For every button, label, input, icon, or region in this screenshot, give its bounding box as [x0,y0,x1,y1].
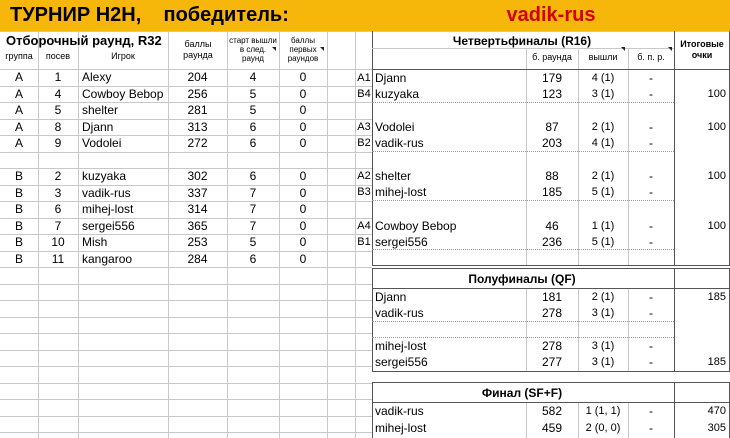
advanced-cell: 2 (0, 0) [585,422,621,434]
player-name: Vodolei [375,120,415,134]
start-cell: 4 [249,70,257,84]
first-rounds-cell: 0 [299,169,307,183]
round-score-cell: 278 [541,339,563,353]
first-rounds-cell: 0 [299,252,307,266]
bracket-slot: B1 [357,236,371,248]
grid-line [0,383,372,384]
bp-cell: - [649,219,653,233]
round-score-cell: 302 [187,169,208,183]
separator-line [372,249,674,251]
group-cell: B [14,202,23,216]
first-rounds-cell: 0 [299,70,307,84]
advanced-cell: 4 (1) [591,137,615,149]
group-cell: B [14,235,23,249]
advanced-cell: 4 (1) [591,72,615,84]
round-score-cell: 284 [187,252,208,266]
col-advanced-header: вышли [588,52,618,62]
first-rounds-cell: 0 [299,136,307,150]
col-player-header: Игрок [111,51,135,61]
bracket-slot: A4 [357,220,371,232]
player-name: mihej-lost [375,421,427,435]
round-score-cell: 203 [541,136,563,150]
round-score-cell: 236 [541,235,563,249]
final-points-cell: 185 [707,356,726,368]
qualifying-title: Отборочный раунд, R32 [6,33,162,48]
seed-cell: 8 [54,120,62,134]
first-rounds-cell: 0 [299,219,307,233]
bp-cell: - [649,169,653,183]
final-points-cell: 185 [707,291,726,303]
seed-cell: 10 [51,235,65,249]
first-rounds-cell: 0 [299,103,307,117]
advanced-cell: 1 (1, 1) [585,405,621,417]
round-score-cell: 204 [187,70,208,84]
bp-cell: - [649,185,653,199]
advanced-cell: 5 (1) [591,236,615,248]
filter-marker-icon [621,47,625,51]
group-cell: A [14,70,23,84]
grid-line [0,333,372,334]
col-group-header: группа [5,51,33,61]
round-score-cell: 337 [187,186,208,200]
round-score-cell: 314 [187,202,208,216]
col-round-score-header: б. раунда [532,52,572,62]
player-name: mihej-lost [375,339,427,353]
player-name: Alexy [82,70,112,84]
bracket-slot: A1 [357,72,371,84]
start-cell: 7 [249,186,257,200]
player-name: Mish [82,235,108,249]
advanced-cell: 5 (1) [591,186,615,198]
group-cell: A [14,136,23,150]
col-final-points-header: Итоговые очки [680,39,724,60]
bp-cell: - [649,339,653,353]
grid-line [0,152,372,153]
round-score-cell: 181 [541,290,563,304]
quarterfinals-title: Четвертьфиналы (R16) [452,34,592,48]
round-score-cell: 46 [545,219,559,233]
seed-cell: 1 [54,70,62,84]
separator-line [372,321,674,323]
final-points-cell: 100 [707,121,726,133]
player-name: shelter [375,169,412,183]
advanced-cell: 2 (1) [591,170,615,182]
start-cell: 7 [249,219,257,233]
round-score-cell: 185 [541,185,563,199]
player-name: shelter [82,103,119,117]
group-cell: B [14,186,23,200]
player-name: Cowboy Bebop [82,87,164,101]
grid-line [0,267,372,268]
bp-cell: - [649,235,653,249]
filter-marker-icon [272,47,276,51]
separator-line [372,102,674,104]
round-score-cell: 179 [541,71,563,85]
bp-cell: - [649,87,653,101]
first-rounds-cell: 0 [299,87,307,101]
bracket-slot: A2 [357,170,371,182]
start-cell: 6 [249,252,257,266]
bp-cell: - [649,136,653,150]
advanced-cell: 3 (1) [591,307,615,319]
start-cell: 5 [249,87,257,101]
bp-cell: - [649,71,653,85]
round-score-cell: 253 [187,235,208,249]
player-name: Djann [82,120,114,134]
col-seed-header: посев [45,51,71,61]
grid-line [0,432,372,433]
start-cell: 5 [249,103,257,117]
seed-cell: 2 [54,169,62,183]
round-score-cell: 313 [187,120,208,134]
group-cell: A [14,120,23,134]
player-name: kuzyaka [375,87,420,101]
round-score-cell: 256 [187,87,208,101]
grid-line [372,382,730,383]
final-points-cell: 100 [707,170,726,182]
round-score-cell: 281 [187,103,208,117]
group-cell: B [14,219,23,233]
player-name: vadik-rus [82,186,131,200]
group-cell: B [14,252,23,266]
bracket-slot: A3 [357,121,371,133]
player-name: sergei556 [375,235,428,249]
round-score-cell: 87 [545,120,559,134]
first-rounds-cell: 0 [299,186,307,200]
grid-line [0,399,372,400]
bracket-slot: B2 [357,137,371,149]
start-cell: 7 [249,202,257,216]
round-score-cell: 365 [187,219,208,233]
bracket-slot: B4 [357,88,371,100]
player-name: Djann [375,71,407,85]
first-rounds-cell: 0 [299,120,307,134]
player-name: vadik-rus [375,306,424,320]
final-points-cell: 100 [707,220,726,232]
seed-cell: 3 [54,186,62,200]
round-score-cell: 272 [187,136,208,150]
grid-line [0,350,372,351]
player-name: kuzyaka [82,169,127,183]
final-title: Финал (SF+F) [481,386,563,400]
grid-line [372,371,730,372]
bp-cell: - [649,120,653,134]
group-cell: B [14,169,23,183]
start-cell: 6 [249,120,257,134]
grid-line [0,300,372,301]
group-cell: A [14,87,23,101]
start-cell: 6 [249,169,257,183]
grid-line [0,416,372,417]
advanced-cell: 3 (1) [591,356,615,368]
advanced-cell: 2 (1) [591,121,615,133]
start-cell: 6 [249,136,257,150]
round-score-cell: 88 [545,169,559,183]
advanced-cell: 3 (1) [591,340,615,352]
semifinals-title: Полуфиналы (QF) [468,272,576,286]
player-name: sergei556 [375,355,428,369]
first-rounds-cell: 0 [299,235,307,249]
player-name: kangaroo [82,252,133,266]
advanced-cell: 3 (1) [591,88,615,100]
bracket-slot: B3 [357,186,371,198]
player-name: mihej-lost [82,202,134,216]
player-name: mihej-lost [375,185,427,199]
filter-marker-icon [668,47,672,51]
seed-cell: 6 [54,202,62,216]
group-cell: A [14,103,23,117]
winner-name: vadik-rus [506,4,596,26]
player-name: sergei556 [82,219,135,233]
bp-cell: - [649,306,653,320]
separator-line [372,337,674,339]
col-start-header: старт вышли в след. раунд [229,36,277,63]
seed-cell: 7 [54,219,62,233]
round-score-cell: 278 [541,306,563,320]
round-score-cell: 123 [541,87,563,101]
player-name: Vodolei [82,136,122,150]
grid-line [0,317,372,318]
round-score-cell: 459 [541,421,563,435]
first-rounds-cell: 0 [299,202,307,216]
separator-line [372,200,674,202]
player-name: vadik-rus [375,404,424,418]
grid-line [372,268,730,269]
tournament-title: ТУРНИР H2H, победитель: [10,4,289,26]
player-name: Cowboy Bebop [375,219,457,233]
bp-cell: - [649,355,653,369]
player-name: Djann [375,290,407,304]
final-points-cell: 305 [707,422,726,434]
seed-cell: 4 [54,87,62,101]
grid-line [372,265,730,266]
filter-marker-icon [320,47,324,51]
seed-cell: 9 [54,136,62,150]
player-name: vadik-rus [375,136,424,150]
col-bp-header: б. п. р. [637,52,665,62]
advanced-cell: 1 (1) [591,220,615,232]
bp-cell: - [649,404,653,418]
col-score-header: баллы раунда [183,39,213,60]
advanced-cell: 2 (1) [591,291,615,303]
start-cell: 5 [249,235,257,249]
seed-cell: 11 [51,252,65,266]
round-score-cell: 582 [541,404,563,418]
seed-cell: 5 [54,103,62,117]
grid-line [0,366,372,367]
col-first-header: баллы первых раундов [287,36,319,63]
final-points-cell: 470 [707,405,726,417]
grid-line [0,284,372,285]
bp-cell: - [649,421,653,435]
separator-line [372,151,674,153]
bp-cell: - [649,290,653,304]
final-points-cell: 100 [707,88,726,100]
round-score-cell: 277 [541,355,563,369]
